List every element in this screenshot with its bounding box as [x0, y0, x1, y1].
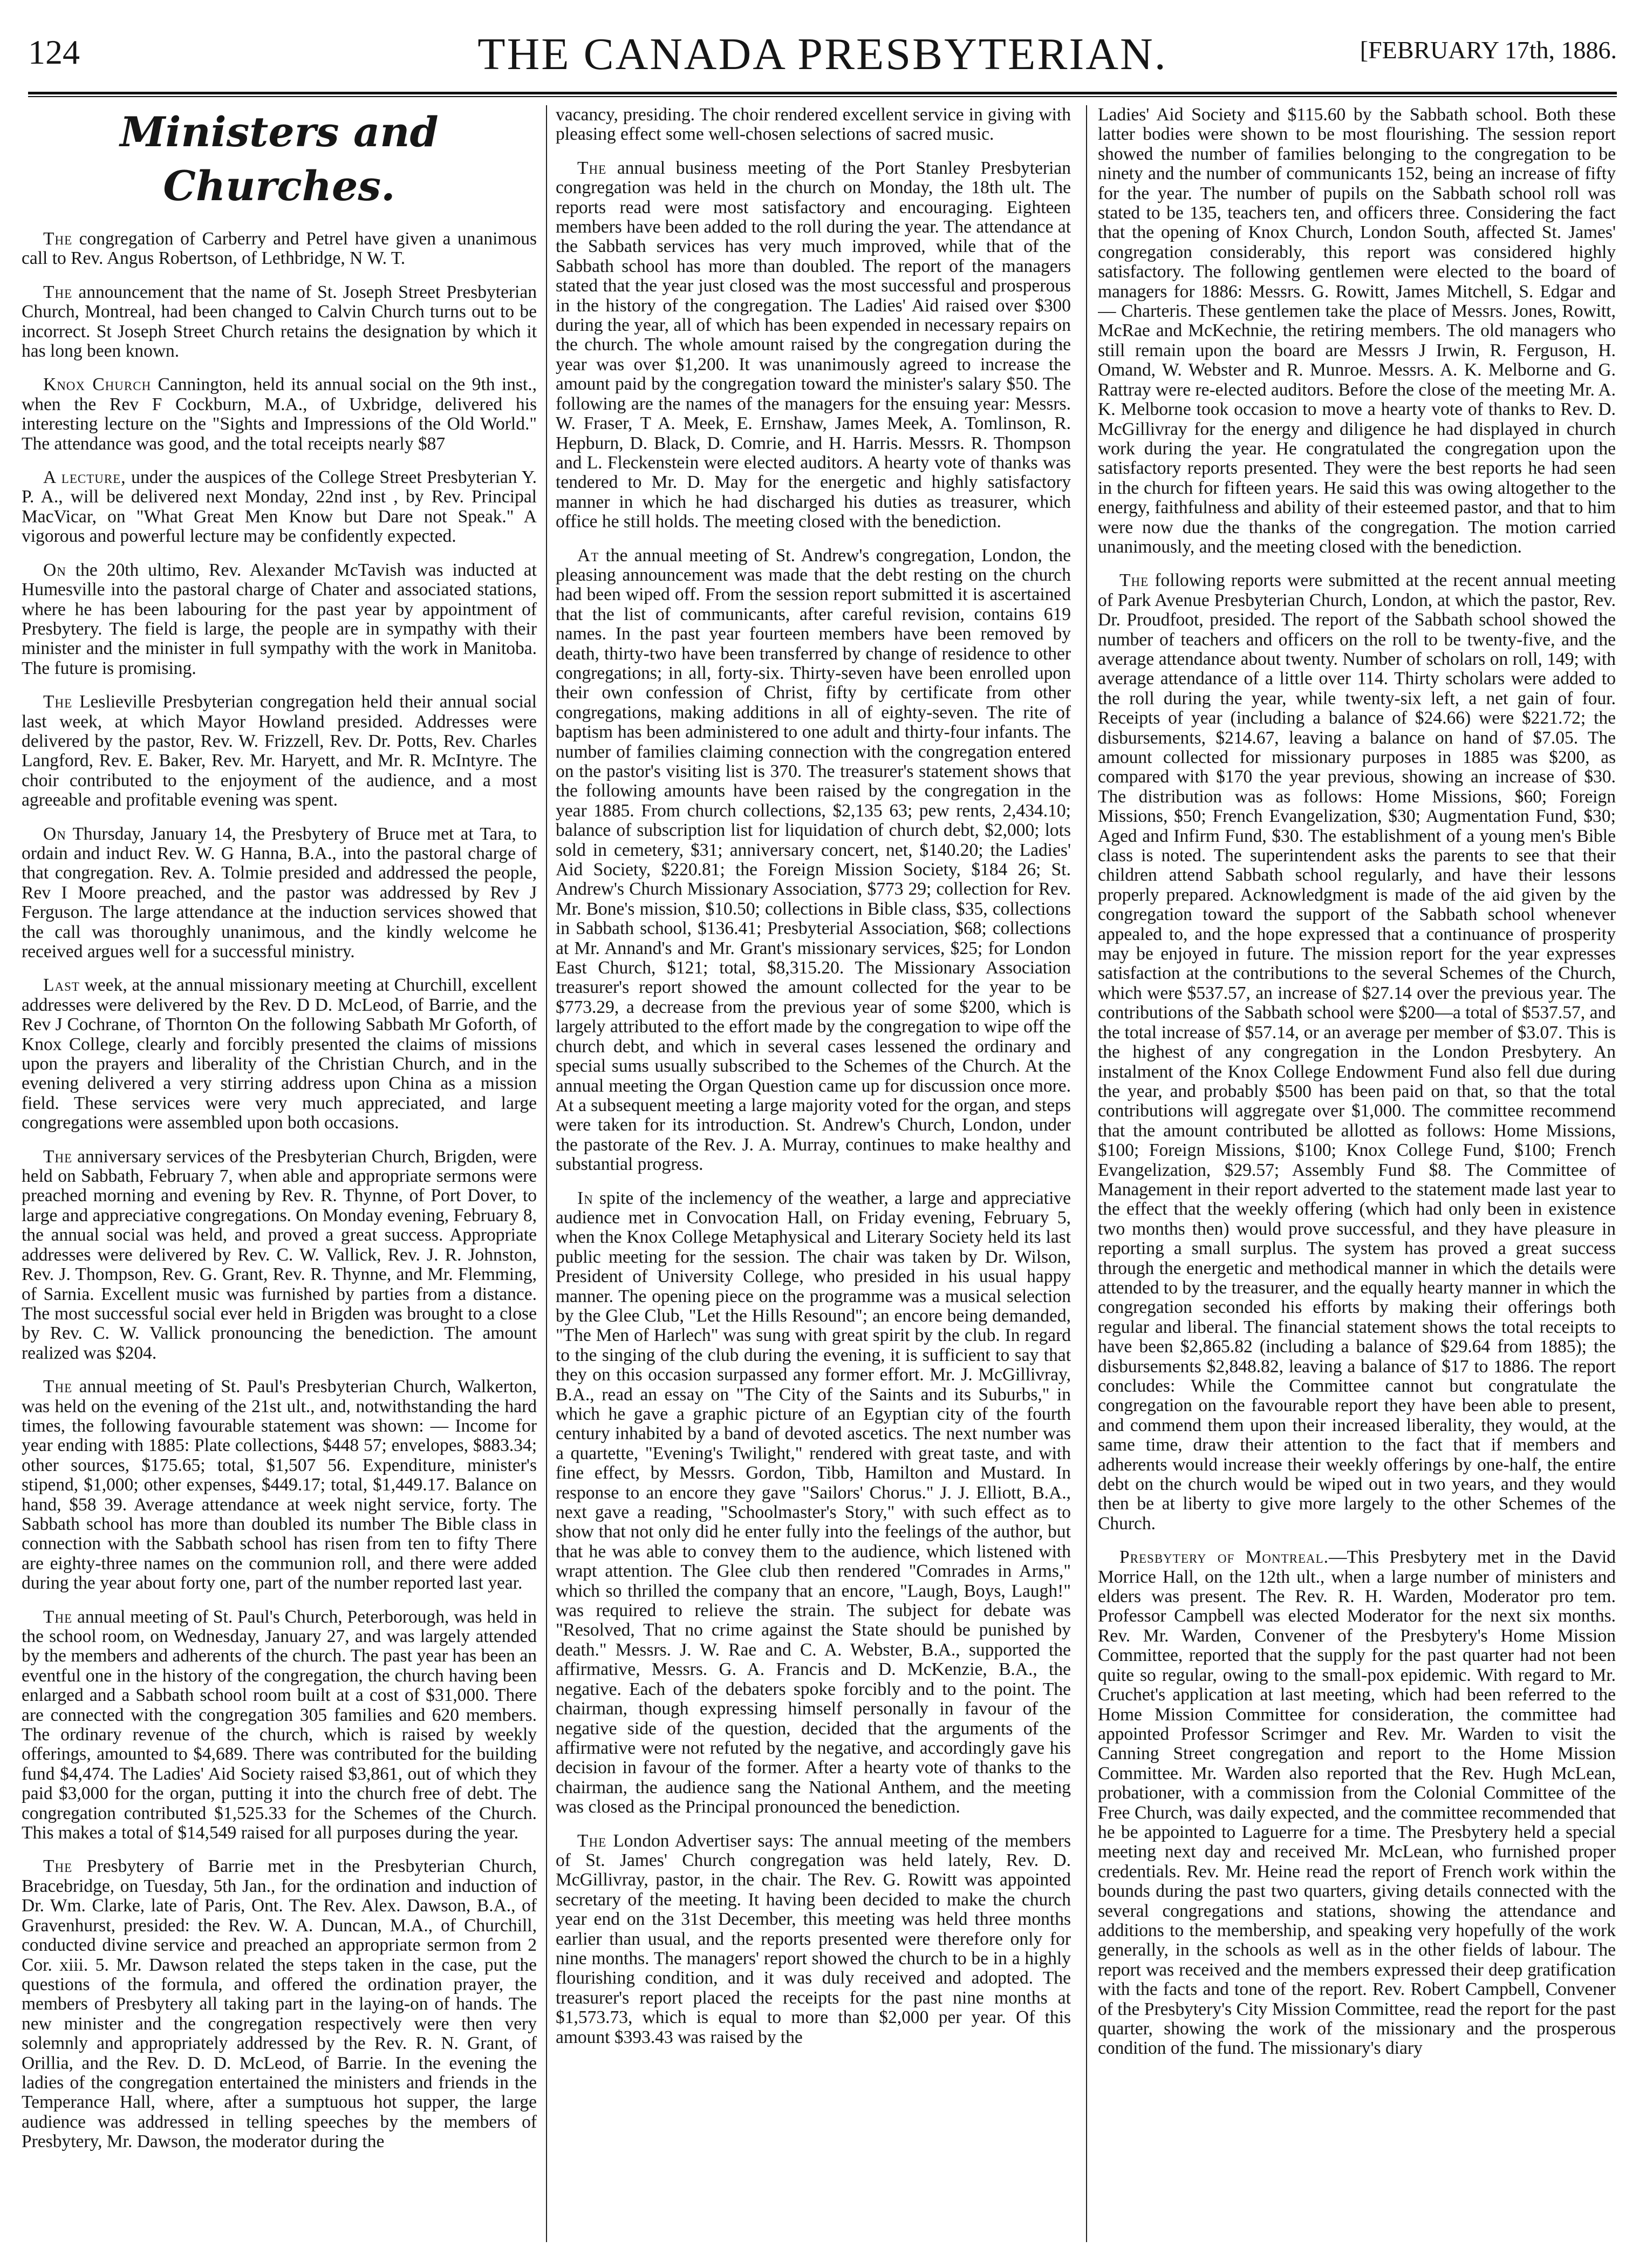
paragraph-lead: In: [577, 1188, 593, 1208]
article-paragraph: [22, 692, 537, 810]
paragraph-lead: On: [43, 560, 66, 580]
paragraph-lead: The: [43, 1606, 73, 1627]
article-paragraph: [22, 375, 537, 454]
paragraph-lead: The: [43, 1146, 73, 1167]
paragraph-lead: Presbytery of Montreal.: [1119, 1547, 1329, 1568]
paragraph-text: —This Presbytery met in the David Morrice Hall, on the 12th ult., when a large number of ministers and elders was present. The Rev. R. H. Warden, Moderator pro tem. Professor Campbell was elected Moderator for the next six months. Rev. Mr. Warden, Convener of the Presbytery's Home Mission Committee, reported that the supply for the past quarter had not been quite so regular, owing to the small-pox epidemic. With regard to Mr. Cruchet's application at last meeting, which had been referred to the Home Mission Committee for consideration, the committee had appointed Professor Scrimger and Rev. Mr. Warden to visit the Canning Street congregation and report to the Home Mission Committee. Mr. Warden also reported that the Rev. Hugh McLean, probationer, with a commission from the Colonial Committee of the Free Church, was daily expected, and the committee recommended that he be appointed to Laguerre for a time. The Presbytery held a special meeting next day and received Mr. McLean, who furnished proper credentials. Rev. Mr. Heine read the report of French work within the bounds during the past two quarters, giving details connected with the several congregations and stations, showing the attendance and additions to the membership, and speaking very hopefully of the work generally, in the schools as well as in the other fields of labour. The report was received and the members expressed their deep gratification with the facts and tone of the report. Rev. Robert Campbell, Convener of the Presbytery's City Mission Committee, read the report for the past quarter, showing the work of the missionary and the prosperous condition of the fund. The missionary's diary: [1098, 1547, 1616, 2059]
paragraph-text: week, at the annual missionary meeting at Churchill, excellent addresses were delivered by the Rev. D D. McLeod, of Barrie, and the Rev J Cochrane, of Thornton On the following Sabbath Mr Goforth, of Knox College, clearly and forcibly presented the claims of missions upon the prayers and liberality of the Christian Church, and in the evening delivered a very stirring address upon China as a mission field. These services were very much appreciated, and large congregations were assembled upon both occasions.: [22, 975, 537, 1133]
paragraph-text: the 20th ultimo, Rev. Alexander McTavish was inducted at Humesville into the pastoral charge of Chater and associated stations, where he has been labouring for the past year by appointment of Presbytery. The field is large, the people are in sympathy with their minister and the minister in full sympathy with the work in Manitoba. The future is promising.: [22, 560, 537, 678]
masthead: [28, 11, 1617, 92]
column-3: [1098, 105, 1616, 2242]
paragraph-text: vacancy, presiding. The choir rendered excellent service in giving with pleasing effect some well-chosen selections of sacred music.: [556, 105, 1071, 145]
article-paragraph: [1098, 1548, 1616, 2059]
paragraph-lead: The: [1119, 570, 1149, 591]
paragraph-lead: The: [43, 1377, 73, 1397]
article-paragraph: [1098, 571, 1616, 1534]
paragraph-lead: The: [577, 158, 607, 178]
article-paragraph: [22, 825, 537, 962]
article-paragraph: [22, 1608, 537, 1843]
paragraph-lead: The: [43, 692, 73, 712]
paragraph-text: spite of the inclemency of the weather, a large and appreciative audience met in Convocation Hall, on Friday evening, February 5, when the Knox College Metaphysical and Literary Society held its last public meeting for the session. The chair was taken by Dr. Wilson, President of University College, who presided in his usual happy manner. The opening piece on the programme was a musical selection by the Glee Club, "Let the Hills Resound"; an encore being demanded, "The Men of Harlech" was sung with great spirit by the club. In regard to the singing of the club during the evening, it is sufficient to say that they on this occasion surpassed any former effort. Mr. J. McGillivray, B.A., read an essay on "The City of the Saints and its Suburbs," in which he gave a graphic picture of an Egyptian city of the fourth century inhabited by a band of devoted ascetics. The next number was a quartette, "Evening's Twilight," rendered with great taste, and with fine effect, by Messrs. Gordon, Tibb, Hamilton and Mustard. In response to an encore they gave "Sailors' Chorus." J. J. Elliott, B.A., next gave a reading, "Schoolmaster's Story," with such effect as to show that not only did he enter fully into the feelings of the author, but that he was able to convey them to the audience, which listened with wrapt attention. The Glee club then rendered "Comrades in Arms," which so thrilled the company that an encore, "Laugh, Boys, Laugh!" was required to relieve the strain. The subject for debate was "Resolved, That no crime against the State should be punished by death." Messrs. J. W. Rae and C. A. Webster, B.A., supported the affirmative, Messrs. G. A. Francis and D. McKenzie, B.A., the negative. Each of the debaters spoke forcibly and to the point. The chairman, though expressing himself personally in favour of the negative side of the question, decided that the arguments of the affirmative were not refuted by the negative, and accordingly gave his decision in favour of the former. After a hearty vote of thanks to the chairman, the audience sang the National Anthem, and the meeting was closed as the Principal pronounced the benediction.: [556, 1188, 1071, 1817]
paragraph-lead: Last: [43, 975, 80, 996]
column-1: [22, 105, 537, 2242]
article-paragraph: [1098, 105, 1616, 557]
issue-date: [FEBRUARY 17th, 1886.: [1360, 36, 1617, 64]
paragraph-lead: The: [577, 1830, 607, 1851]
article-paragraph: [22, 283, 537, 362]
paragraph-text: congregation of Carberry and Petrel have given a unanimous call to Rev. Angus Robertson, of Lethbridge, N W. T.: [22, 229, 537, 269]
paragraph-text: Ladies' Aid Society and $115.60 by the Sabbath school. Both these latter bodies were shown to be most flourishing. The session report showed the number of families belonging to the congregation to be ninety and the number of communicants 152, being an increase of fifty for the year. The number of pupils on the Sabbath school roll was stated to be 135, teachers ten, and officers three. Considering the fact that the opening of Knox Church, London South, affected St. James' congregation considerably, this report was considered highly satisfactory. The following gentlemen were elected to the board of managers for 1886: Messrs. G. Rowitt, James Mitchell, S. Edgar and — Charteris. These gentlemen take the place of Messrs. Jones, Rowitt, McRae and McKechnie, the retiring members. The old managers who still remain upon the board are Messrs J Irwin, R. Ferguson, H. Omand, W. Webster and R. Munroe. Messrs. A. K. Melborne and G. Rattray were re-elected auditors. Before the close of the meeting Mr. A. K. Melborne took occasion to move a hearty vote of thanks to Rev. D. McGillivray for the energy and diligence he had displayed in church work during the year. He congratulated the congregation upon the satisfactory reports presented. They were the best reports he had seen in the church for fifteen years. He said this was owing altogether to the energy, faithfulness and ability of their esteemed pastor, and that to him were now due the thanks of the congregation. The motion carried unanimously, and the meeting closed with the benediction.: [1098, 105, 1616, 557]
paragraph-text: announcement that the name of St. Joseph Street Presbyterian Church, Montreal, had been changed to Calvin Church turns out to be incorrect. St Joseph Street Church retains the designation by which it has long been known.: [22, 282, 537, 362]
paragraph-text: annual meeting of St. Paul's Presbyterian Church, Walkerton, was held on the evening of the 21st ult., and, notwithstanding the hard times, the following favourable statement was shown: — Income for year ending with 1885: Plate collections, $448 57; envelopes, $883.34; other sources, $175.65; total, $1,507 56. Expenditure, minister's stipend, $1,000; other expenses, $449.17; total, $1,449.17. Balance on hand, $58 39. Average attendance at week night service, forty. The Sabbath school has more than doubled its number The Bible class in connection with the Sabbath school has risen from ten to fifty There are eighty-three names on the communion roll, and there were added during the year about forty one, part of the number reported last year.: [22, 1377, 537, 1593]
paragraph-lead: On: [43, 823, 66, 844]
column-divider: [1086, 105, 1087, 2242]
paragraph-text: London Advertiser says: The annual meeting of the members of St. James' Church congregation was held lately, Rev. D. McGillivray, pastor, in the chair. The Rev. G. Rowitt was appointed secretary of the meeting. It having been decided to make the church year end on the 31st December, this meeting was held three months earlier than usual, and the reports presented were therefore only for nine months. The managers' report showed the church to be in a highly flourishing condition, and it was duly received and adopted. The treasurer's report placed the receipts for the past nine months at $1,573.73, which is equal to more than $2,000 per year. Of this amount $393.43 was raised by the: [556, 1830, 1071, 2047]
page-number: 124: [28, 33, 80, 71]
article-paragraph: [556, 105, 1071, 145]
paragraph-text: annual business meeting of the Port Stanley Presbyterian congregation was held in the church on Monday, the 18th ult. The reports read were most satisfactory and encouraging. Eighteen members have been added to the roll during the year. The attendance at the Sabbath services has very much improved, while that of the Sabbath school has more than doubled. The report of the managers stated that the year just closed was the most successful and prosperous in the history of the congregation. The Ladies' Aid raised over $300 during the year, all of which has been expended in necessary repairs on the church. The whole amount raised by the congregation during the year was over $1,200. It was unanimously agreed to increase the amount paid by the congregation toward the minister's salary $50. The following are the names of the managers for the ensuing year: Messrs. W. Fraser, T A. Meek, E. Ernshaw, James Meek, A. Tomlinson, R. Hepburn, D. Black, D. Comrie, and H. Harris. Messrs. R. Thompson and L. Fleckenstein were elected auditors. A hearty vote of thanks was tendered to Mr. D. May for the energetic and highly satisfactory manner in which he had discharged his duties as treasurer, which office he still holds. The meeting closed with the benediction.: [556, 158, 1071, 532]
article-paragraph: [556, 1831, 1071, 2047]
paragraph-lead: The: [43, 282, 73, 302]
article-paragraph: [556, 1189, 1071, 1817]
paragraph-text: Cannington, held its annual social on the 9th inst., when the Rev F Cockburn, M.A., of Uxbridge, delivered his interesting lecture on the "Sights and Impressions of the Old World." The attendance was good, and the total receipts nearly $87: [22, 374, 537, 454]
paragraph-lead: Knox Church: [43, 374, 152, 395]
column-divider: [546, 105, 547, 2242]
article-paragraph: [22, 1377, 537, 1593]
article-paragraph: [556, 159, 1071, 532]
newspaper-title: THE CANADA PRESBYTERIAN.: [477, 29, 1167, 79]
column-2: [556, 105, 1071, 2242]
paragraph-lead: At: [577, 545, 599, 566]
masthead-rule-thin: [28, 96, 1617, 97]
paragraph-text: annual meeting of St. Paul's Church, Peterborough, was held in the school room, on Wednesday, January 27, and was largely attended by the members and adherents of the church. The past year has been an eventful one in the history of the congregation, the church having been enlarged and a Sabbath school room built at a cost of $31,000. There are connected with the congregation 305 families and 620 members. The ordinary revenue of the church, which is raised by weekly offerings, amounted to $4,689. There was contributed for the building fund $4,474. The Ladies' Aid Society raised $3,861, out of which they paid $3,000 for the organ, putting it into the church free of debt. The congregation contributed $1,525.33 for the Schemes of the Church. This makes a total of $14,549 raised for all purposes during the year.: [22, 1606, 537, 1843]
article-paragraph: [22, 1147, 537, 1363]
paragraph-text: Thursday, January 14, the Presbytery of Bruce met at Tara, to ordain and induct Rev. W. G Hanna, B.A., into the pastoral charge of that congregation. Rev. A. Tolmie presided and addressed the people, Rev I Moore preached, and the pastor was addressed by Rev J Ferguson. The large attendance at the induction services showed that the call was thoroughly unanimous, and the kindly welcome he received argues well for a successful ministry.: [22, 823, 537, 962]
article-paragraph: [22, 561, 537, 678]
paragraph-lead: The: [43, 229, 73, 249]
paragraph-lead: The: [43, 1856, 73, 1877]
section-heading: Ministers and Churches.: [120, 108, 439, 210]
article-paragraph: [22, 976, 537, 1133]
article-paragraph: [22, 1857, 537, 2151]
paragraph-text: Leslieville Presbyterian congregation held their annual social last week, at which Mayor Howland presided. Addresses were delivered by the pastor, Rev. W. Frizzell, Rev. Dr. Potts, Rev. Charles Langford, Rev. E. Baker, Rev. Mr. Haryett, and Mr. R. McIntyre. The choir contributed to the enjoyment of the audience, and a most agreeable and profitable evening was spent.: [22, 692, 537, 811]
article-paragraph: [22, 229, 537, 269]
paragraph-text: the annual meeting of St. Andrew's congregation, London, the pleasing announcement was made that the debt resting on the church had been wiped off. From the session report submitted it is ascertained that the list of communicants, after careful revision, contains 619 names. In the past year fourteen members have been removed by death, thirty-two have been transferred by change of residence to other congregations; in all, forty-six. Thirty-seven have been enrolled upon their own confession of Christ, fifty by certificate from other congregations, making additions in all of eighty-seven. The rite of baptism has been administered to one adult and thirty-four infants. The number of families claiming connection with the congregation entered on the pastor's visiting list is 370. The treasurer's statement shows that the following amounts have been raised by the congregation in the year 1885. From church collections, $2,135 63; pew rents, 2,434.10; balance of subscription list for liquidation of church debt, $2,000; lots sold in cemetery, $31; anniversary concert, net, $140.20; the Ladies' Aid Society, $220.81; the Foreign Mission Society, $184 26; St. Andrew's Church Missionary Association, $773 29; collection for Rev. Mr. Bone's mission, $10.50; collections in Bible class, $35, collections in Sabbath school, $136.41; Presbyterial Association, $68; collections at Mr. Annand's and Mr. Grant's missionary services, $25; for London East Church, $121; total, $8,315.20. The Missionary Association treasurer's report showed the amount collected for the year to be $773.29, a decrease from the previous year of some $200, which is largely attributed to the effort made by the congregation to wipe off the church debt, and which in several cases lessened the ordinary and special sums usually subscribed to the Schemes of the Church. At the annual meeting the Organ Question came up for discussion once more. At a subsequent meeting a large majority voted for the organ, and steps were taken for its introduction. St. Andrew's Church, London, under the pastorate of the Rev. J. A. Murray, continues to make healthy and substantial progress.: [556, 545, 1071, 1175]
article-paragraph: [556, 546, 1071, 1175]
paragraph-text: Presbytery of Barrie met in the Presbyterian Church, Bracebridge, on Tuesday, 5th Jan., for the ordination and induction of Dr. Wm. Clarke, late of Paris, Ont. The Rev. Alex. Dawson, B.A., of Gravenhurst, presided: the Rev. W. A. Duncan, M.A., of Churchill, conducted divine service and preached an appropriate sermon from 2 Cor. xiii. 5. Mr. Dawson related the steps taken in the case, put the questions of the formula, and offered the ordination prayer, the members of Presbytery all taking part in the laying-on of hands. The new minister and the congregation respectively were then very solemnly and appropriately addressed by the Rev. R. N. Grant, of Orillia, and the Rev. D. D. McLeod, of Barrie. In the evening the ladies of the congregation entertained the ministers and friends in the Temperance Hall, where, after a sumptuous hot supper, the large audience was addressed in telling speeches by the members of Presbytery, Mr. Dawson, the moderator during the: [22, 1856, 537, 2152]
paragraph-text: under the auspices of the College Street Presbyterian Y. P. A., will be delivered next Monday, 22nd inst , by Rev. Principal MacVicar, on "What Great Men Know but Dare not Speak." A vigorous and powerful lecture may be confidently expected.: [22, 467, 537, 547]
paragraph-text: anniversary services of the Presbyterian Church, Brigden, were held on Sabbath, February 7, when able and appropriate sermons were preached morning and evening by Rev. R. Thynne, of Port Dover, to large and appreciative congregations. On Monday evening, February 8, the annual social was held, and proved a great success. Appropriate addresses were delivered by Rev. C. W. Vallick, Rev. J. R. Johnston, Rev. J. Thompson, Rev. G. Grant, Rev. R. Thynne, and Mr. Flemming, of Sarnia. Excellent music was furnished by parties from a distance. The most successful social ever held in Brigden was brought to a close by Rev. C. W. Vallick pronouncing the benediction. The amount realized was $204.: [22, 1146, 537, 1363]
article-paragraph: [22, 468, 537, 547]
paragraph-lead: A lecture,: [43, 467, 126, 488]
paragraph-text: following reports were submitted at the recent annual meeting of Park Avenue Presbyterian Church, London, at which the pastor, Rev. Dr. Proudfoot, presided. The report of the Sabbath school showed the number of teachers and officers on the roll to be twenty-five, and the average attendance about twenty. Number of scholars on roll, 149; with average attendance of a little over 114. Thirty scholars were added to the roll during the year, while twenty-six left, a net gain of four. Receipts of year (including a balance of $24.66) were $221.72; the disbursements, $214.67, leaving a balance on hand of $7.05. The amount collected for missionary purposes in 1885 was $200, as compared with $170 the year previous, showing an increase of $30. The distribution was as follows: Home Missions, $60; Foreign Missions, $50; French Evangelization, $30; Augmentation Fund, $30; Aged and Infirm Fund, $30. The establishment of a young men's Bible class is noted. The superintendent asks the parents to see that their children attend Sabbath school regularly, and have their lessons properly prepared. Acknowledgment is made of the aid given by the congregation toward the support of the Sabbath school whenever appealed to, and the hope expressed that a continuance of prosperity may be enjoyed in future. The mission report for the year expresses satisfaction at the contributions to the several Schemes of the Church, which were $537.57, an increase of $27.14 over the previous year. The contributions of the Sabbath school were $200—a total of $537.57, and the total increase of $57.14, or an average per member of $3.07. This is the highest of any congregation in the London Presbytery. An instalment of the Knox College Endowment Fund also fell due during the year, and probably $500 has been paid on that, so that the total contributions will aggregate over $1,000. The committee recommend that the amount contributed be allotted as follows: Home Missions, $100; Foreign Missions, $100; Knox College Fund, $100; French Evangelization, $29.57; Assembly Fund $8. The Committee of Management in their report adverted to the statement made last year to the effect that the weekly offering (which had only been in existence two months then) would prove successful, and they have pleasure in reporting a small surplus. The system has proved a great success through the energetic and methodical manner in which the details were attended to by the treasurer, and the equally hearty manner in which the congregation seconded his efforts by making their offerings both regular and liberal. The financial statement shows the total receipts to have been $2,865.82 (including a balance of $29.64 from 1885); the disbursements $2,848.82, leaving a balance of $17 to 1886. The report concludes: While the Committee cannot but congratulate the congregation on the favourable report they have been able to present, and commend them upon their increased liberality, they would, at the same time, draw their attention to the fact that if members and adherents would increase their weekly offerings by one-half, the entire debt on the church would be wiped out in two years, and they would then be at liberty to give more largely to the other Schemes of the Church.: [1098, 570, 1616, 1534]
masthead-rule: [28, 92, 1617, 94]
